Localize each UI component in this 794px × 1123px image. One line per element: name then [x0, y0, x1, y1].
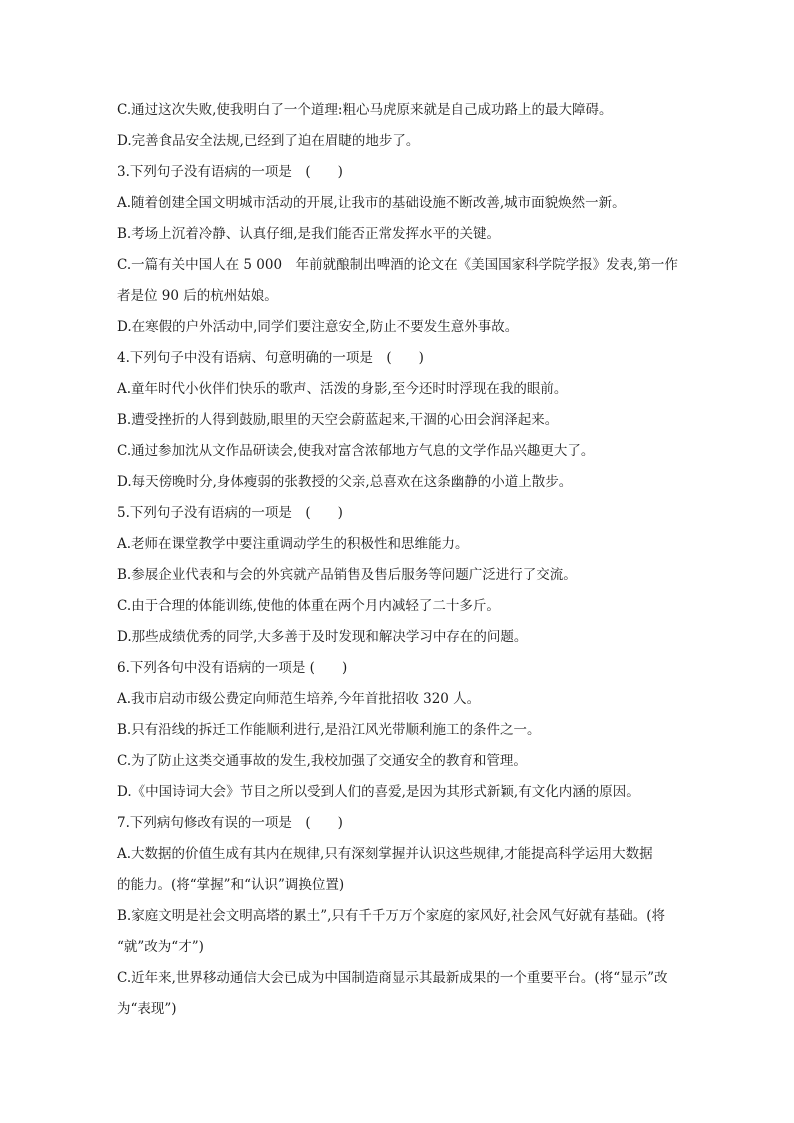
option-line: C.一篇有关中国人在 5 000 年前就酿制出啤酒的论文在《美国国家科学院学报》发表,第一作: [117, 257, 678, 273]
option-line: C.近年来,世界移动通信大会已成为中国制造商显示其最新成果的一个重要平台。(将“显示”改: [117, 970, 668, 986]
option-line: C.为了防止这类交通事故的发生,我校加强了交通安全的教育和管理。: [117, 753, 527, 769]
option-line: C.由于合理的体能训练,使他的体重在两个月内减轻了二十多斤。: [117, 598, 500, 614]
option-line-continued: 的能力。(将“掌握”和“认识”调换位置): [117, 877, 345, 893]
option-line: B.考场上沉着冷静、认真仔细,是我们能否正常发挥水平的关键。: [117, 226, 501, 242]
option-line: D.每天傍晚时分,身体瘦弱的张教授的父亲,总喜欢在这条幽静的小道上散步。: [117, 474, 573, 490]
question-stem: 5.下列句子没有语病的一项是 ( ): [117, 505, 343, 521]
option-line: A.随着创建全国文明城市活动的开展,让我市的基础设施不断改善,城市面貌焕然一新。: [117, 195, 626, 211]
option-line: B.参展企业代表和与会的外宾就产品销售及售后服务等问题广泛进行了交流。: [117, 567, 577, 583]
question-stem: 7.下列病句修改有误的一项是 ( ): [117, 815, 343, 831]
question-stem: 4.下列句子中没有语病、句意明确的一项是 ( ): [117, 350, 424, 366]
option-line: D.《中国诗词大会》节目之所以受到人们的喜爱,是因为其形式新颖,有文化内涵的原因。: [117, 784, 640, 800]
document-content: [117, 100, 679, 1019]
option-line-continued: 者是位 90 后的杭州姑娘。: [117, 288, 278, 304]
option-line: A.老师在课堂教学中要注重调动学生的积极性和思维能力。: [117, 536, 469, 552]
option-line-continued: 为“表现”): [117, 1001, 177, 1017]
text-line: C.通过这次失败,使我明白了一个道理:粗心马虎原来就是自己成功路上的最大障碍。: [117, 102, 613, 118]
option-line: C.通过参加沈从文作品研读会,使我对富含浓郁地方气息的文学作品兴趣更大了。: [117, 443, 595, 459]
option-line: B.遭受挫折的人得到鼓励,眼里的天空会蔚蓝起来,干涸的心田会润泽起来。: [117, 412, 559, 428]
option-line: A.我市启动市级公费定向师范生培养,今年首批招收 320 人。: [117, 691, 481, 707]
option-line: A.童年时代小伙伴们快乐的歌声、活泼的身影,至今还时时浮现在我的眼前。: [117, 381, 568, 397]
question-stem: 3.下列句子没有语病的一项是 ( ): [117, 164, 343, 180]
option-line: A.大数据的价值生成有其内在规律,只有深刻掌握并认识这些规律,才能提高科学运用大数据: [117, 846, 653, 862]
option-line: B.家庭文明是社会文明高塔的累土”,只有千千万万个家庭的家风好,社会风气好就有基础。(将: [117, 908, 665, 924]
text-line: D.完善食品安全法规,已经到了迫在眉睫的地步了。: [117, 133, 420, 149]
option-line: D.在寒假的户外活动中,同学们要注意安全,防止不要发生意外事故。: [117, 319, 519, 335]
question-stem: 6.下列各句中没有语病的一项是 ( ): [117, 660, 348, 676]
option-line-continued: “就”改为“才”): [117, 939, 204, 955]
option-line: D.那些成绩优秀的同学,大多善于及时发现和解决学习中存在的问题。: [117, 629, 528, 645]
option-line: B.只有沿线的拆迁工作能顺利进行,是沿江风光带顺利施工的条件之一。: [117, 722, 541, 738]
